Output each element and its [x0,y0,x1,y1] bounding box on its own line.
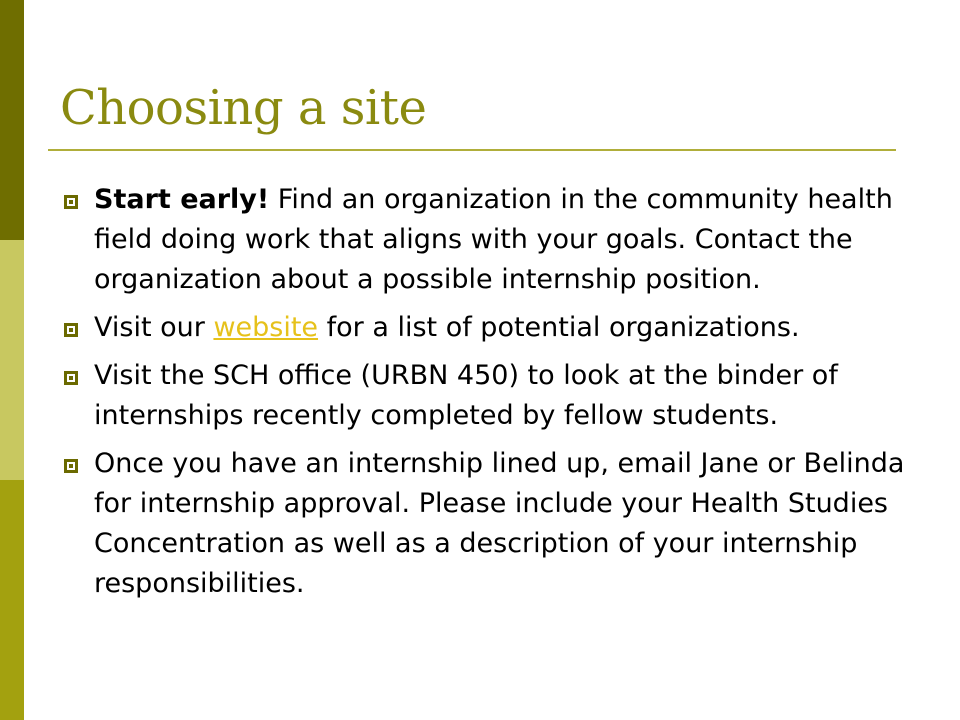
square-bullet-icon [64,459,78,473]
square-bullet-icon [64,195,78,209]
title-underline-rule [48,149,896,151]
bullet-sch-office [60,356,920,436]
bullet-text: Find an organization in the community health field doing work that aligns with your goals. Contact the organization about a possible internship position. [94,184,893,295]
bullet-emphasis: Start early! [94,184,270,215]
side-band-middle [0,240,24,480]
side-band-bottom [0,480,24,720]
bullet-list [60,180,920,612]
website-link[interactable]: website [213,312,319,343]
square-bullet-icon [64,323,78,337]
bullet-text: Visit the SCH office (URBN 450) to look at the binder of internships recently completed by fellow students. [94,360,838,431]
bullet-email-approval [60,444,920,604]
bullet-text-before-link: Visit our [94,312,214,343]
side-band-top [0,0,24,240]
bullet-text: Once you have an internship lined up, email Jane or Belinda for internship approval. Please include your Health Studies Concentration as well as a description of your internship responsibilities. [94,448,905,599]
square-bullet-icon [64,371,78,385]
bullet-text-after-link: for a list of potential organizations. [318,312,800,343]
slide-title: Choosing a site [60,80,427,136]
bullet-visit-website [60,308,920,348]
bullet-start-early [60,180,920,300]
